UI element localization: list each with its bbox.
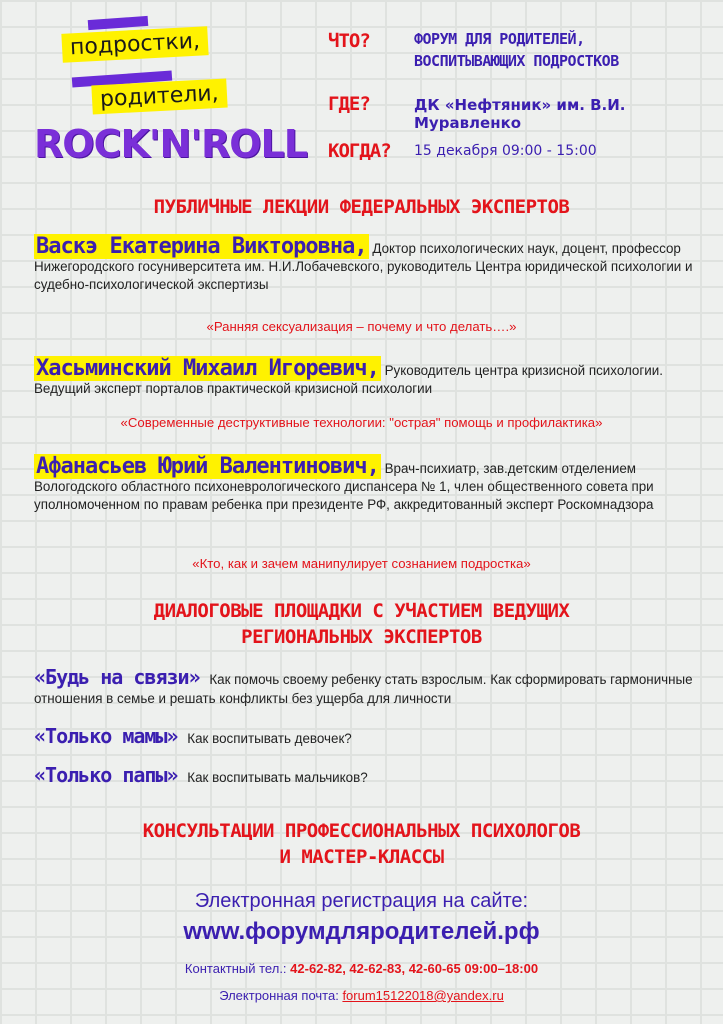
dialog-item bbox=[34, 665, 714, 708]
dialog-desc: Как воспитывать девочек? bbox=[187, 731, 352, 746]
contact-email bbox=[0, 988, 723, 1003]
dialog-name: «Будь на связи» bbox=[34, 665, 200, 689]
dialogs-title-2: РЕГИОНАЛЬНЫХ ЭКСПЕРТОВ bbox=[241, 626, 482, 648]
phone-numbers: 42-62-82, 42-62-83, 42-60-65 09:00–18:00 bbox=[290, 961, 539, 976]
email-label: Электронная почта: bbox=[219, 988, 339, 1003]
expert-afanasyev bbox=[34, 454, 706, 514]
phone-label: Контактный тел.: bbox=[184, 961, 287, 976]
what-value-1: ФОРУМ ДЛЯ РОДИТЕЛЕЙ, bbox=[414, 30, 585, 48]
logo-rock-n-roll: ROCK'N'ROLL bbox=[34, 122, 307, 166]
dialogs-title-1: ДИАЛОГОВЫЕ ПЛОЩАДКИ С УЧАСТИЕМ ВЕДУЩИХ bbox=[153, 600, 570, 622]
expert-desc: Доктор психологических наук, доцент, профессор Нижегородского госуниверситета им. Н.И.Лобачевского, руководитель Центра юридической психологии и судебно-психологической экспертизы bbox=[34, 241, 693, 292]
expert-name: Васкэ Екатерина Викторовна, bbox=[36, 234, 367, 259]
email-link[interactable]: forum15122018@yandex.ru bbox=[342, 988, 504, 1003]
dialog-desc: Как помочь своему ребенку стать взрослым. Как сформировать гармоничные отношения в семье и решать конфликты без ущерба для личности bbox=[34, 672, 693, 706]
where-value: ДК «Нефтяник» им. В.И. Муравленко bbox=[414, 96, 626, 132]
lectures-title: ПУБЛИЧНЫЕ ЛЕКЦИИ ФЕДЕРАЛЬНЫХ ЭКСПЕРТОВ bbox=[153, 196, 570, 218]
dialog-item bbox=[34, 724, 714, 748]
consult-title-2: И МАСТЕР-КЛАССЫ bbox=[279, 846, 444, 868]
expert-desc: Врач-психиатр, зав.детским отделением Вологодского областного психоневрологического диспансера № 1, член общественного совета при уполномоченном по правам ребенка при президенте РФ, аккредитованный эксперт Роскомнадзора bbox=[34, 461, 654, 512]
lecture-topic-1: «Ранняя сексуализация – почему и что делать….» bbox=[206, 319, 517, 334]
contact-phone bbox=[0, 961, 723, 976]
registration-text: Электронная регистрация на сайте: bbox=[194, 890, 529, 912]
where-label: ГДЕ? bbox=[328, 93, 370, 115]
when-label: КОГДА? bbox=[328, 140, 391, 162]
consult-title-1: КОНСУЛЬТАЦИИ ПРОФЕССИОНАЛЬНЫХ ПСИХОЛОГОВ bbox=[142, 820, 581, 842]
what-label: ЧТО? bbox=[328, 30, 370, 52]
expert-desc: Руководитель центра кризисной психологии. Ведущий эксперт порталов практической кризисной психологии bbox=[34, 363, 663, 396]
when-value: 15 декабря 09:00 - 15:00 bbox=[414, 143, 597, 159]
registration-site[interactable]: www.форумдляродителей.рф bbox=[183, 918, 540, 945]
expert-vaske bbox=[34, 234, 706, 294]
dialog-item bbox=[34, 763, 714, 787]
logo-line-parents: родители, bbox=[91, 78, 227, 114]
what-value-2: ВОСПИТЫВАЮЩИХ ПОДРОСТКОВ bbox=[414, 52, 619, 70]
logo-strike-1 bbox=[88, 16, 149, 30]
lecture-topic-3: «Кто, как и зачем манипулирует сознанием подростка» bbox=[192, 556, 531, 571]
expert-name: Хасьминский Михаил Игоревич, bbox=[36, 356, 379, 381]
expert-name: Афанасьев Юрий Валентинович, bbox=[36, 454, 379, 479]
logo-line-teens: подростки, bbox=[61, 26, 208, 63]
expert-khasminsky bbox=[34, 356, 706, 398]
dialog-name: «Только мамы» bbox=[34, 724, 178, 748]
dialog-desc: Как воспитывать мальчиков? bbox=[187, 770, 368, 785]
dialog-name: «Только папы» bbox=[34, 763, 178, 787]
lecture-topic-2: «Современные деструктивные технологии: "острая" помощь и профилактика» bbox=[120, 415, 603, 430]
